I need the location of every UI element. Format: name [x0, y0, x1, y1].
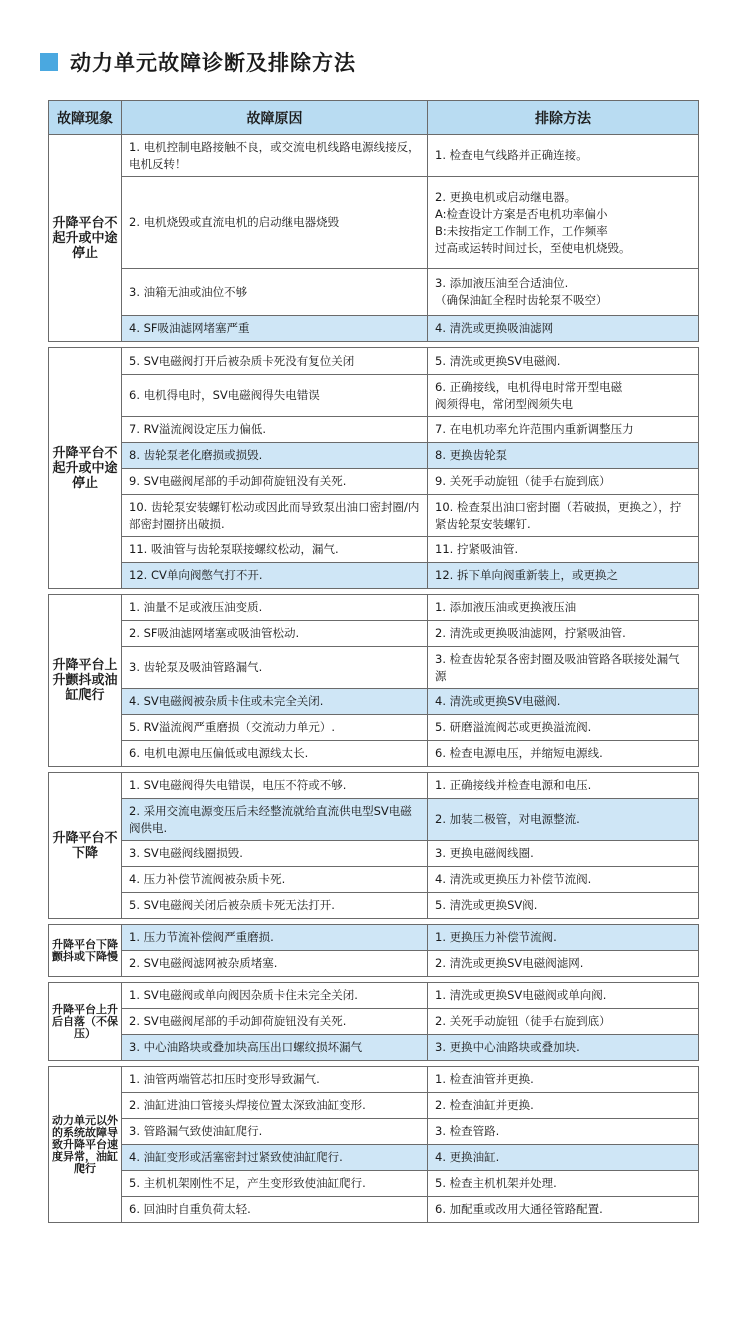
cause-cell: 12. CV单向阀憋气打不开.: [122, 563, 428, 589]
cause-cell: 6. 电机得电时，SV电磁阀得失电错误: [122, 375, 428, 417]
cause-cell: 4. 油缸变形或活塞密封过紧致使油缸爬行.: [122, 1145, 428, 1171]
fix-cell: 2. 检查油缸并更换.: [428, 1093, 699, 1119]
cause-cell: 4. 压力补偿节流阀被杂质卡死.: [122, 867, 428, 893]
cause-cell: 2. SV电磁阀滤网被杂质堵塞.: [122, 951, 428, 977]
cause-cell: 6. 电机电源电压偏低或电源线太长.: [122, 741, 428, 767]
symptom-cell: 升降平台上升后自落（不保压）: [49, 983, 122, 1061]
table-row: [49, 951, 699, 977]
symptom-cell: 升降平台不起升或中途停止: [49, 135, 122, 342]
cause-cell: 2. 电机烧毁或直流电机的启动继电器烧毁: [122, 177, 428, 269]
cause-cell: 8. 齿轮泵老化磨损或损毁.: [122, 443, 428, 469]
table-header-row: [49, 101, 699, 135]
table-row: [49, 1197, 699, 1223]
fix-cell: 2. 清洗或更换SV电磁阀滤网.: [428, 951, 699, 977]
table-row: [49, 715, 699, 741]
table-row: [49, 1171, 699, 1197]
cause-cell: 1. 压力节流补偿阀严重磨损.: [122, 925, 428, 951]
cause-cell: 5. SV电磁阀打开后被杂质卡死没有复位关闭: [122, 348, 428, 375]
cause-cell: 5. 主机机架刚性不足，产生变形致使油缸爬行.: [122, 1171, 428, 1197]
table-row: [49, 1035, 699, 1061]
cause-cell: 3. 管路漏气致使油缸爬行.: [122, 1119, 428, 1145]
fix-cell: 2. 更换电机或启动继电器。 A:检查设计方案是否电机功率偏小 B:未按指定工作制工作，工作频率 过高或运转时间过长，至使电机烧毁。: [428, 177, 699, 269]
table-row: [49, 563, 699, 589]
table-row: [49, 595, 699, 621]
symptom-cell: 升降平台下降颤抖或下降慢: [49, 925, 122, 977]
cause-cell: 2. 油缸进油口管接头焊接位置太深致油缸变形.: [122, 1093, 428, 1119]
fix-cell: 2. 加装二极管，对电源整流.: [428, 799, 699, 841]
fix-cell: 3. 检查齿轮泵各密封圈及吸油管路各联接处漏气源: [428, 647, 699, 689]
title-square-icon: [40, 53, 58, 71]
cause-cell: 3. SV电磁阀线圈损毁.: [122, 841, 428, 867]
table-row: [49, 621, 699, 647]
fix-cell: 8. 更换齿轮泵: [428, 443, 699, 469]
table-row: [49, 1119, 699, 1145]
fix-cell: 2. 关死手动旋钮（徒手右旋到底）: [428, 1009, 699, 1035]
fix-cell: 7. 在电机功率允许范围内重新调整压力: [428, 417, 699, 443]
table-row: [49, 269, 699, 316]
fix-cell: 1. 检查电气线路并正确连接。: [428, 135, 699, 177]
table-row: [49, 741, 699, 767]
header-symptom: 故障现象: [49, 101, 122, 135]
diagnosis-table: [48, 100, 699, 1223]
fix-cell: 3. 检查管路.: [428, 1119, 699, 1145]
cause-cell: 3. 油箱无油或油位不够: [122, 269, 428, 316]
cause-cell: 2. 采用交流电源变压后未经整流就给直流供电型SV电磁阀供电.: [122, 799, 428, 841]
fix-cell: 5. 研磨溢流阀芯或更换溢流阀.: [428, 715, 699, 741]
symptom-cell: 动力单元以外的系统故障导致升降平台速度异常，油缸爬行: [49, 1067, 122, 1223]
fix-cell: 1. 添加液压油或更换液压油: [428, 595, 699, 621]
cause-cell: 9. SV电磁阀尾部的手动卸荷旋钮没有关死.: [122, 469, 428, 495]
table-row: [49, 417, 699, 443]
table-row: [49, 537, 699, 563]
table-row: [49, 841, 699, 867]
table-row: [49, 316, 699, 342]
fix-cell: 1. 清洗或更换SV电磁阀或单向阀.: [428, 983, 699, 1009]
table-row: [49, 375, 699, 417]
symptom-cell: 升降平台不起升或中途停止: [49, 348, 122, 589]
table-row: [49, 983, 699, 1009]
fix-cell: 4. 更换油缸.: [428, 1145, 699, 1171]
fix-cell: 6. 正确接线，电机得电时常开型电磁 阀须得电，常闭型阀须失电: [428, 375, 699, 417]
fix-cell: 4. 清洗或更换压力补偿节流阀.: [428, 867, 699, 893]
page-title-row: [40, 46, 356, 78]
fix-cell: 6. 检查电源电压，并缩短电源线.: [428, 741, 699, 767]
fix-cell: 5. 检查主机机架并处理.: [428, 1171, 699, 1197]
table-row: [49, 647, 699, 689]
table-row: [49, 867, 699, 893]
cause-cell: 3. 齿轮泵及吸油管路漏气.: [122, 647, 428, 689]
cause-cell: 2. SV电磁阀尾部的手动卸荷旋钮没有关死.: [122, 1009, 428, 1035]
cause-cell: 7. RV溢流阀设定压力偏低.: [122, 417, 428, 443]
fix-cell: 3. 更换中心油路块或叠加块.: [428, 1035, 699, 1061]
cause-cell: 4. SV电磁阀被杂质卡住或未完全关闭.: [122, 689, 428, 715]
cause-cell: 10. 齿轮泵安装螺钉松动或因此而导致泵出油口密封圈/内部密封圈挤出破损.: [122, 495, 428, 537]
cause-cell: 2. SF吸油滤网堵塞或吸油管松动.: [122, 621, 428, 647]
cause-cell: 1. 油量不足或液压油变质.: [122, 595, 428, 621]
symptom-cell: 升降平台上升颤抖或油缸爬行: [49, 595, 122, 767]
table-row: [49, 469, 699, 495]
table-row: [49, 495, 699, 537]
fix-cell: 4. 清洗或更换吸油滤网: [428, 316, 699, 342]
table-row: [49, 773, 699, 799]
table-row: [49, 1093, 699, 1119]
fix-cell: 4. 清洗或更换SV电磁阀.: [428, 689, 699, 715]
symptom-cell: 升降平台不下降: [49, 773, 122, 919]
fix-cell: 9. 关死手动旋钮（徒手右旋到底）: [428, 469, 699, 495]
cause-cell: 6. 回油时自重负荷太轻.: [122, 1197, 428, 1223]
cause-cell: 1. 油管两端管芯扣压时变形导致漏气.: [122, 1067, 428, 1093]
table-row: [49, 177, 699, 269]
cause-cell: 1. SV电磁阀得失电错误，电压不符或不够.: [122, 773, 428, 799]
fix-cell: 1. 正确接线并检查电源和电压.: [428, 773, 699, 799]
cause-cell: 1. 电机控制电路接触不良，或交流电机线路电源线接反，电机反转！: [122, 135, 428, 177]
table-row: [49, 799, 699, 841]
cause-cell: 5. RV溢流阀严重磨损（交流动力单元）.: [122, 715, 428, 741]
fix-cell: 6. 加配重或改用大通径管路配置.: [428, 1197, 699, 1223]
fix-cell: 10. 检查泵出油口密封圈（若破损，更换之），拧紧齿轮泵安装螺钉.: [428, 495, 699, 537]
fix-cell: 3. 添加液压油至合适油位. （确保油缸全程时齿轮泵不吸空）: [428, 269, 699, 316]
fix-cell: 5. 清洗或更换SV电磁阀.: [428, 348, 699, 375]
table-row: [49, 135, 699, 177]
table-body: [49, 135, 699, 1223]
cause-cell: 3. 中心油路块或叠加块高压出口螺纹损坏漏气: [122, 1035, 428, 1061]
fix-cell: 5. 清洗或更换SV阀.: [428, 893, 699, 919]
header-cause: 故障原因: [122, 101, 428, 135]
table-row: [49, 1009, 699, 1035]
table-row: [49, 1145, 699, 1171]
table-row: [49, 443, 699, 469]
cause-cell: 4. SF吸油滤网堵塞严重: [122, 316, 428, 342]
cause-cell: 5. SV电磁阀关闭后被杂质卡死无法打开.: [122, 893, 428, 919]
page-title: 动力单元故障诊断及排除方法: [70, 51, 356, 75]
fix-cell: 11. 拧紧吸油管.: [428, 537, 699, 563]
fix-cell: 1. 更换压力补偿节流阀.: [428, 925, 699, 951]
fix-cell: 12. 拆下单向阀重新装上，或更换之: [428, 563, 699, 589]
fix-cell: 1. 检查油管并更换.: [428, 1067, 699, 1093]
table-row: [49, 925, 699, 951]
fix-cell: 2. 清洗或更换吸油滤网，拧紧吸油管.: [428, 621, 699, 647]
table-row: [49, 1067, 699, 1093]
cause-cell: 1. SV电磁阀或单向阀因杂质卡住未完全关闭.: [122, 983, 428, 1009]
table-row: [49, 348, 699, 375]
fix-cell: 3. 更换电磁阀线圈.: [428, 841, 699, 867]
table-row: [49, 893, 699, 919]
table-row: [49, 689, 699, 715]
header-fix: 排除方法: [428, 101, 699, 135]
cause-cell: 11. 吸油管与齿轮泵联接螺纹松动，漏气.: [122, 537, 428, 563]
